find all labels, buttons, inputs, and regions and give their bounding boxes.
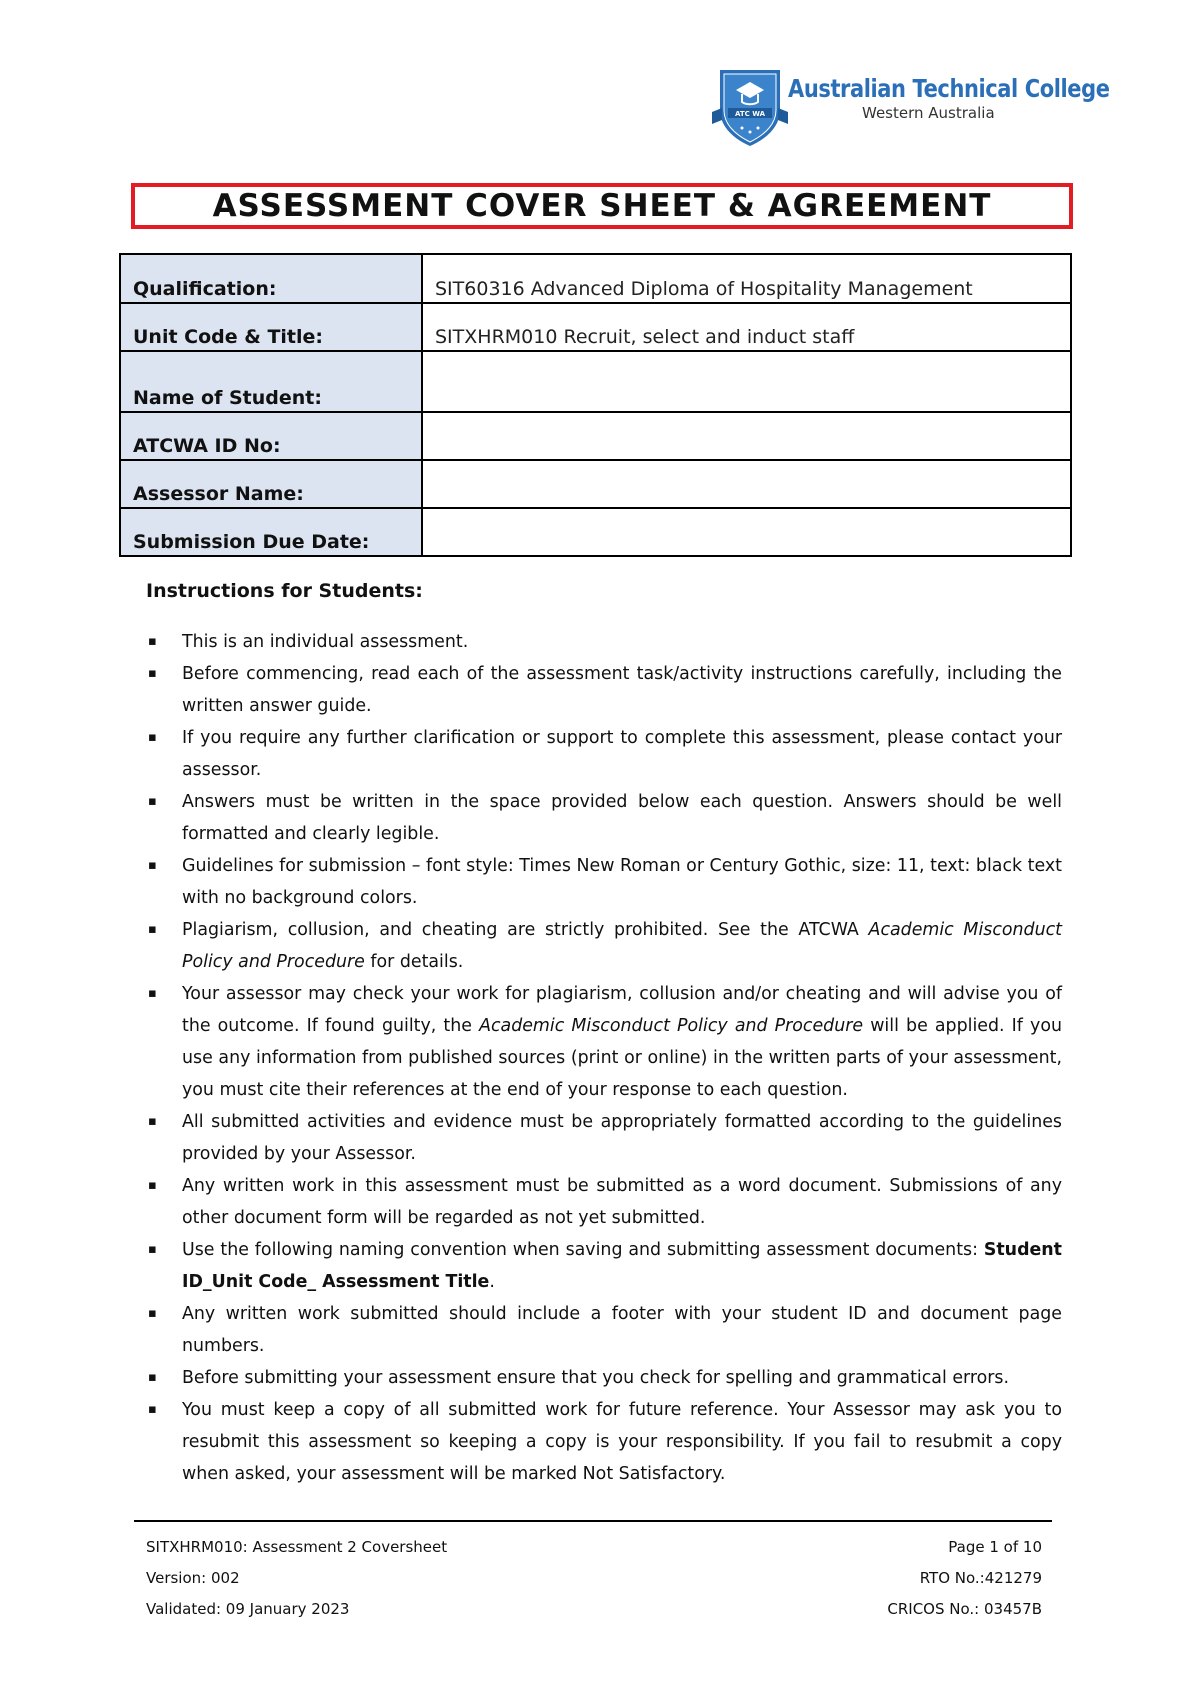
list-item (146, 786, 1062, 850)
qualification-value: SIT60316 Advanced Diploma of Hospitality Management (422, 254, 1071, 303)
footer-page-number: Page 1 of 10 (948, 1538, 1042, 1556)
row-label: Qualification: (120, 254, 422, 303)
bullet-icon: ▪ (148, 986, 157, 1001)
instruction-text: Before submitting your assessment ensure that you check for spelling and grammatical errors. (182, 1368, 1010, 1388)
instruction-text: Plagiarism, collusion, and cheating are strictly prohibited. See the ATCWA (182, 920, 869, 940)
bullet-icon: ▪ (148, 794, 157, 809)
student-name-field[interactable] (422, 351, 1071, 412)
logo-college-name: Australian Technical College (788, 74, 1110, 103)
instruction-text: Answers must be written in the space provided below each question. Answers should be well formatted and clearly legible. (182, 792, 1062, 844)
policy-reference: Academic Misconduct Policy and Procedure (182, 920, 1062, 972)
bullet-icon: ▪ (148, 1114, 157, 1129)
bullet-icon: ▪ (148, 634, 157, 649)
instruction-text: Use the following naming convention when saving and submitting assessment documents: (182, 1240, 984, 1260)
instruction-text: You must keep a copy of all submitted work for future reference. Your Assessor may ask you to resubmit this assessment so keeping a copy is your responsibility. If you fail to resubmit a copy when asked, your assessment will be marked Not Satisfactory. (182, 1400, 1062, 1484)
instructions-list (146, 626, 1062, 1490)
bullet-icon: ▪ (148, 730, 157, 745)
list-item (146, 1394, 1062, 1490)
table-row (120, 508, 1071, 556)
instructions-heading: Instructions for Students: (146, 580, 423, 602)
svg-text:ATC WA: ATC WA (734, 110, 766, 118)
college-logo (712, 68, 1110, 148)
footer-right (887, 1532, 1042, 1625)
list-item (146, 1106, 1062, 1170)
bullet-icon: ▪ (148, 666, 157, 681)
list-item (146, 978, 1062, 1106)
assessor-name-field[interactable] (422, 460, 1071, 508)
instruction-text: This is an individual assessment. (182, 632, 469, 652)
bullet-icon: ▪ (148, 1370, 157, 1385)
list-item (146, 658, 1062, 722)
instruction-text: All submitted activities and evidence must be appropriately formatted according to the guidelines provided by your Assessor. (182, 1112, 1062, 1164)
page-title: ASSESSMENT COVER SHEET & AGREEMENT (212, 188, 992, 224)
instruction-text: Any written work submitted should include a footer with your student ID and document page numbers. (182, 1304, 1062, 1356)
footer-divider (134, 1520, 1052, 1522)
bullet-icon: ▪ (148, 1178, 157, 1193)
unit-value: SITXHRM010 Recruit, select and induct staff (422, 303, 1071, 351)
list-item (146, 1234, 1062, 1298)
instruction-text: If you require any further clarification or support to complete this assessment, please contact your assessor. (182, 728, 1062, 780)
table-row (120, 254, 1071, 303)
title-box (131, 183, 1073, 229)
table-row (120, 412, 1071, 460)
instruction-text: Any written work in this assessment must be submitted as a word document. Submissions of any other document form will be regarded as not yet submitted. (182, 1176, 1062, 1228)
naming-convention: Student ID_Unit Code_ Assessment Title (182, 1240, 1062, 1292)
footer-rto: RTO No.:421279 (919, 1569, 1042, 1587)
instruction-text: will be applied. If you use any information from published sources (print or online) in the written parts of your assessment, you must cite their references at the end of your response to each question. (182, 1016, 1062, 1100)
policy-reference: Academic Misconduct Policy and Procedure (479, 1016, 864, 1036)
footer-doc-name: SITXHRM010: Assessment 2 Coversheet (146, 1538, 448, 1556)
bullet-icon: ▪ (148, 858, 157, 873)
list-item (146, 1362, 1062, 1394)
bullet-icon: ▪ (148, 922, 157, 937)
bullet-icon: ▪ (148, 1402, 157, 1417)
instruction-text: Your assessor may check your work for plagiarism, collusion and/or cheating and will advise you of the outcome. If found guilty, the (182, 984, 1062, 1036)
logo-subtitle: Western Australia (862, 104, 995, 122)
table-row (120, 460, 1071, 508)
footer-left (146, 1532, 447, 1625)
row-label: ATCWA ID No: (120, 412, 422, 460)
instruction-text: . (489, 1272, 495, 1292)
footer-cricos: CRICOS No.: 03457B (887, 1600, 1042, 1618)
list-item (146, 850, 1062, 914)
instruction-text: for details. (364, 952, 464, 972)
bullet-icon: ▪ (148, 1242, 157, 1257)
due-date-field[interactable] (422, 508, 1071, 556)
list-item (146, 914, 1062, 978)
table-row (120, 351, 1071, 412)
list-item (146, 1170, 1062, 1234)
list-item (146, 722, 1062, 786)
row-label: Assessor Name: (120, 460, 422, 508)
row-label: Unit Code & Title: (120, 303, 422, 351)
atcwa-id-field[interactable] (422, 412, 1071, 460)
footer-version: Version: 002 (146, 1569, 240, 1587)
instruction-text: Before commencing, read each of the assessment task/activity instructions carefully, including the written answer guide. (182, 664, 1062, 716)
row-label: Submission Due Date: (120, 508, 422, 556)
bullet-icon: ▪ (148, 1306, 157, 1321)
crest-icon (712, 68, 788, 148)
list-item (146, 1298, 1062, 1362)
instruction-text: Guidelines for submission – font style: Times New Roman or Century Gothic, size: 11, text: black text with no background colors. (182, 856, 1062, 908)
list-item (146, 626, 1062, 658)
footer-validated: Validated: 09 January 2023 (146, 1600, 350, 1618)
table-row (120, 303, 1071, 351)
row-label: Name of Student: (120, 351, 422, 412)
cover-info-table (119, 253, 1072, 557)
